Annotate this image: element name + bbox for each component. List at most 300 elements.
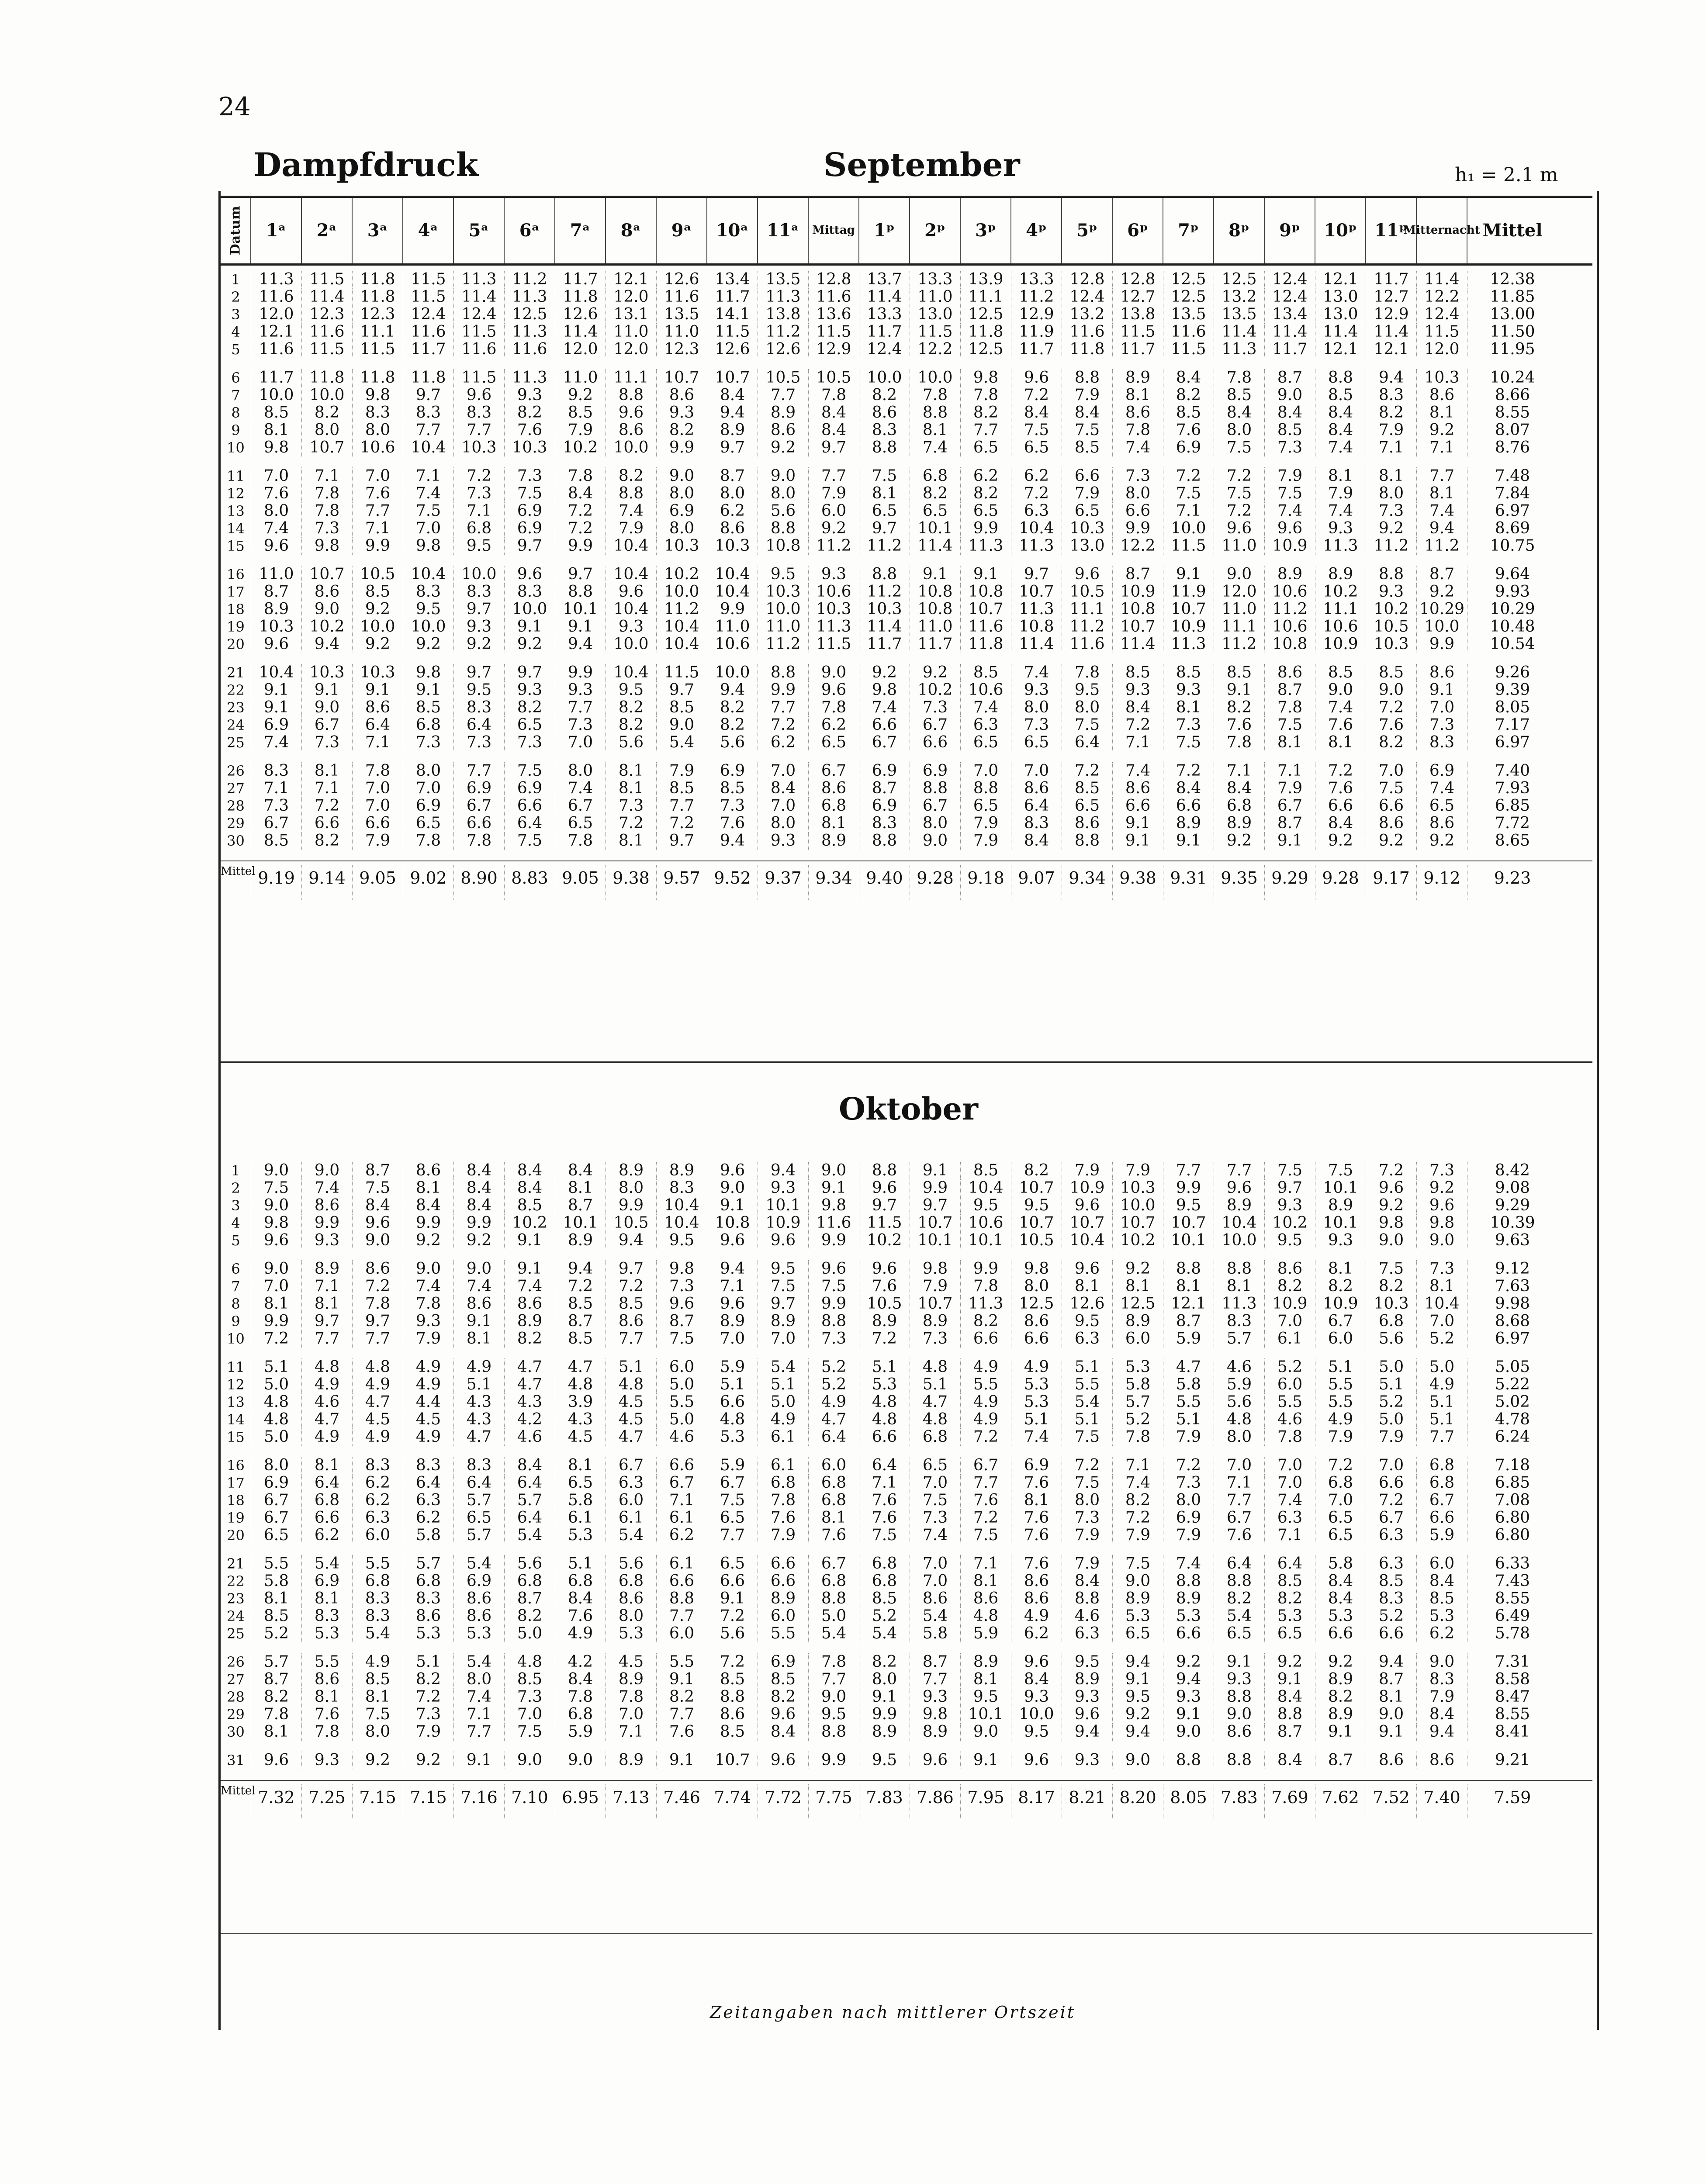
value-cell: 8.0 bbox=[454, 1671, 505, 1688]
month-divider bbox=[221, 1061, 1592, 1063]
value-cell: 5.1 bbox=[1315, 1358, 1366, 1376]
value-cell: 6.8 bbox=[1214, 797, 1265, 815]
table-row bbox=[221, 1411, 1592, 1428]
value-cell: 9.08 bbox=[1495, 1179, 1530, 1197]
value-cell: 7.4 bbox=[859, 699, 910, 716]
value-cell: 12.5 bbox=[1214, 271, 1265, 288]
value-cell: 7.8 bbox=[961, 1278, 1011, 1295]
value-cell: 6.5 bbox=[1315, 1527, 1366, 1544]
value-cell: 6.4 bbox=[403, 1474, 454, 1492]
mean-cell: 7.72 bbox=[758, 1784, 809, 1819]
value-cell: 5.1 bbox=[707, 1376, 758, 1393]
value-cell: 5.3 bbox=[1113, 1607, 1163, 1625]
value-cell: 9.7 bbox=[758, 1295, 809, 1313]
value-cell: 7.2 bbox=[1366, 1492, 1417, 1509]
value-cell: 10.4 bbox=[1214, 1214, 1265, 1232]
day-cell: 31 bbox=[221, 1752, 251, 1769]
value-cell: 11.8 bbox=[403, 369, 454, 387]
value-cell: 9.1 bbox=[910, 566, 961, 583]
value-cell: 11.4 bbox=[454, 288, 505, 306]
value-cell: 8.7 bbox=[251, 1671, 302, 1688]
value-cell: 9.6 bbox=[251, 636, 302, 653]
value-cell: 7.5 bbox=[1265, 716, 1315, 734]
value-cell: 4.7 bbox=[555, 1358, 606, 1376]
header-cell: 6ᵃ bbox=[505, 198, 555, 263]
value-cell: 11.6 bbox=[1062, 636, 1113, 653]
value-cell: 8.3 bbox=[403, 404, 454, 422]
value-cell: 7.9 bbox=[1113, 1162, 1163, 1179]
value-cell: 5.5 bbox=[1062, 1376, 1113, 1393]
value-cell: 10.1 bbox=[1163, 1232, 1214, 1249]
value-cell: 9.6 bbox=[454, 387, 505, 404]
day-cell: 30 bbox=[221, 832, 251, 850]
value-cell: 9.64 bbox=[1495, 565, 1530, 583]
value-cell: 9.1 bbox=[1265, 832, 1315, 850]
value-cell: 8.2 bbox=[302, 832, 353, 850]
value-cell: 7.4 bbox=[251, 520, 302, 537]
value-cell: 8.42 bbox=[1495, 1161, 1530, 1179]
value-cell: 12.8 bbox=[1062, 271, 1113, 288]
value-cell: 7.5 bbox=[961, 1527, 1011, 1544]
value-cell: 8.2 bbox=[707, 716, 758, 734]
value-cell: 5.1 bbox=[758, 1376, 809, 1393]
value-cell: 9.1 bbox=[1163, 832, 1214, 850]
value-cell: 5.8 bbox=[555, 1492, 606, 1509]
value-cell: 4.9 bbox=[403, 1428, 454, 1446]
value-cell: 7.0 bbox=[910, 1572, 961, 1590]
value-cell: 12.6 bbox=[1062, 1295, 1113, 1313]
value-cell: 8.8 bbox=[606, 485, 657, 502]
value-cell: 11.3 bbox=[961, 537, 1011, 555]
value-cell: 7.5 bbox=[1315, 1162, 1366, 1179]
value-cell: 7.3 bbox=[1417, 1162, 1467, 1179]
value-cell: 9.4 bbox=[1113, 1723, 1163, 1741]
value-cell: 6.7 bbox=[809, 762, 859, 780]
value-cell: 6.9 bbox=[505, 520, 555, 537]
value-cell: 6.6 bbox=[707, 1572, 758, 1590]
day-cell: 20 bbox=[221, 636, 251, 653]
value-cell: 7.7 bbox=[1417, 467, 1467, 485]
value-cell: 8.5 bbox=[403, 699, 454, 716]
value-cell: 6.7 bbox=[910, 716, 961, 734]
value-cell: 10.0 bbox=[1113, 1197, 1163, 1214]
value-cell: 9.0 bbox=[1265, 387, 1315, 404]
value-cell: 6.5 bbox=[961, 439, 1011, 456]
value-cell: 7.3 bbox=[606, 797, 657, 815]
value-cell: 9.5 bbox=[758, 566, 809, 583]
value-cell: 4.9 bbox=[302, 1428, 353, 1446]
value-cell: 9.3 bbox=[1163, 1688, 1214, 1706]
value-cell: 8.0 bbox=[859, 1671, 910, 1688]
value-cell: 7.4 bbox=[1113, 439, 1163, 456]
value-cell: 7.6 bbox=[657, 1723, 707, 1741]
value-cell: 8.9 bbox=[910, 1313, 961, 1330]
value-cell: 8.5 bbox=[1163, 664, 1214, 681]
value-cell: 8.1 bbox=[1417, 404, 1467, 422]
value-cell: 7.93 bbox=[1495, 779, 1530, 797]
value-cell: 6.5 bbox=[1265, 1625, 1315, 1642]
value-cell: 9.2 bbox=[758, 439, 809, 456]
value-cell: 8.4 bbox=[1417, 1572, 1467, 1590]
table-row bbox=[221, 306, 1592, 323]
value-cell: 5.05 bbox=[1495, 1358, 1530, 1376]
value-cell: 6.4 bbox=[505, 1474, 555, 1492]
value-cell: 4.9 bbox=[809, 1393, 859, 1411]
value-cell: 8.0 bbox=[1011, 699, 1062, 716]
value-cell: 7.9 bbox=[961, 832, 1011, 850]
value-cell: 8.4 bbox=[454, 1197, 505, 1214]
value-cell: 9.98 bbox=[1495, 1295, 1530, 1313]
value-cell: 4.9 bbox=[353, 1376, 403, 1393]
value-cell: 8.5 bbox=[707, 780, 758, 797]
value-cell: 5.3 bbox=[403, 1625, 454, 1642]
value-cell: 8.1 bbox=[1366, 467, 1417, 485]
value-cell: 11.7 bbox=[910, 636, 961, 653]
value-cell: 10.2 bbox=[1113, 1232, 1163, 1249]
value-cell: 7.1 bbox=[1265, 762, 1315, 780]
value-cell: 6.0 bbox=[758, 1607, 809, 1625]
value-cell: 5.0 bbox=[657, 1411, 707, 1428]
value-cell: 8.9 bbox=[606, 1752, 657, 1769]
value-cell: 11.5 bbox=[1113, 323, 1163, 341]
mean-cell: 7.46 bbox=[657, 1784, 707, 1819]
value-cell: 10.4 bbox=[707, 566, 758, 583]
value-cell: 5.4 bbox=[1062, 1393, 1113, 1411]
value-cell: 10.0 bbox=[1214, 1232, 1265, 1249]
value-cell: 9.1 bbox=[809, 1179, 859, 1197]
value-cell: 6.6 bbox=[1366, 1474, 1417, 1492]
value-cell: 9.1 bbox=[403, 681, 454, 699]
day-cell: 1 bbox=[221, 1162, 251, 1179]
value-cell: 9.5 bbox=[1011, 1197, 1062, 1214]
day-cell: 4 bbox=[221, 323, 251, 341]
value-cell: 11.2 bbox=[505, 271, 555, 288]
value-cell: 9.2 bbox=[859, 664, 910, 681]
value-cell: 10.1 bbox=[961, 1706, 1011, 1723]
value-cell: 8.3 bbox=[353, 404, 403, 422]
value-cell: 10.29 bbox=[1417, 601, 1467, 618]
value-cell: 8.8 bbox=[1163, 1572, 1214, 1590]
table-row bbox=[221, 1313, 1592, 1330]
mean-cell: 7.86 bbox=[910, 1784, 961, 1819]
value-cell: 8.9 bbox=[1113, 369, 1163, 387]
value-cell: 9.9 bbox=[454, 1214, 505, 1232]
value-cell: 4.8 bbox=[302, 1358, 353, 1376]
value-cell: 8.9 bbox=[1315, 1197, 1366, 1214]
value-cell: 6.4 bbox=[505, 1509, 555, 1527]
value-cell: 7.9 bbox=[353, 832, 403, 850]
value-cell: 7.9 bbox=[1113, 1527, 1163, 1544]
value-cell: 7.2 bbox=[758, 716, 809, 734]
value-cell: 6.9 bbox=[1163, 439, 1214, 456]
value-cell: 8.7 bbox=[707, 467, 758, 485]
value-cell: 11.7 bbox=[403, 341, 454, 358]
value-cell: 9.1 bbox=[1113, 1671, 1163, 1688]
header-cell: 6ᵖ bbox=[1113, 198, 1163, 263]
mean-cell: 7.83 bbox=[1214, 1784, 1265, 1819]
value-cell: 8.0 bbox=[251, 1457, 302, 1474]
value-cell: 8.4 bbox=[1011, 404, 1062, 422]
value-cell: 8.1 bbox=[809, 815, 859, 832]
value-cell: 7.9 bbox=[809, 485, 859, 502]
value-cell: 4.6 bbox=[657, 1428, 707, 1446]
value-cell: 4.6 bbox=[505, 1428, 555, 1446]
value-cell: 7.7 bbox=[910, 1671, 961, 1688]
value-cell: 5.5 bbox=[657, 1653, 707, 1671]
value-cell: 8.9 bbox=[606, 1671, 657, 1688]
value-cell: 6.3 bbox=[606, 1474, 657, 1492]
value-cell: 9.3 bbox=[403, 1313, 454, 1330]
value-cell: 9.9 bbox=[555, 537, 606, 555]
value-cell: 10.3 bbox=[1113, 1179, 1163, 1197]
value-cell: 8.0 bbox=[1011, 1278, 1062, 1295]
table-row bbox=[221, 1474, 1592, 1492]
value-cell: 9.6 bbox=[758, 1232, 809, 1249]
value-cell: 10.4 bbox=[606, 601, 657, 618]
value-cell: 4.8 bbox=[353, 1358, 403, 1376]
value-cell: 9.5 bbox=[657, 1232, 707, 1249]
value-cell: 9.5 bbox=[758, 1260, 809, 1278]
value-cell: 7.17 bbox=[1495, 716, 1530, 734]
table-row bbox=[221, 1214, 1592, 1232]
value-cell: 9.7 bbox=[454, 664, 505, 681]
value-cell: 8.4 bbox=[1265, 1688, 1315, 1706]
value-cell: 6.2 bbox=[403, 1509, 454, 1527]
value-cell: 6.24 bbox=[1495, 1428, 1530, 1446]
table-row bbox=[221, 618, 1592, 636]
value-cell: 10.3 bbox=[353, 664, 403, 681]
value-cell: 8.4 bbox=[1315, 422, 1366, 439]
value-cell: 9.4 bbox=[555, 636, 606, 653]
value-cell: 6.6 bbox=[1062, 467, 1113, 485]
value-cell: 8.4 bbox=[1113, 699, 1163, 716]
value-cell: 8.0 bbox=[1062, 699, 1113, 716]
value-cell: 8.8 bbox=[1163, 1260, 1214, 1278]
value-cell: 11.5 bbox=[707, 323, 758, 341]
value-cell: 10.6 bbox=[1315, 618, 1366, 636]
value-cell: 8.5 bbox=[1062, 439, 1113, 456]
value-cell: 10.7 bbox=[1062, 1214, 1113, 1232]
value-cell: 9.9 bbox=[961, 520, 1011, 537]
value-cell: 7.8 bbox=[302, 1723, 353, 1741]
day-cell: 19 bbox=[221, 1509, 251, 1527]
value-cell: 7.9 bbox=[1062, 1555, 1113, 1572]
value-cell: 5.6 bbox=[707, 1625, 758, 1642]
day-cell: 21 bbox=[221, 664, 251, 681]
day-cell: 2 bbox=[221, 288, 251, 306]
value-cell: 9.5 bbox=[1265, 1232, 1315, 1249]
value-cell: 9.0 bbox=[302, 601, 353, 618]
value-cell: 10.2 bbox=[302, 618, 353, 636]
value-cell: 11.2 bbox=[859, 537, 910, 555]
value-cell: 9.6 bbox=[910, 1752, 961, 1769]
value-cell: 6.7 bbox=[1265, 797, 1315, 815]
value-cell: 7.7 bbox=[707, 1527, 758, 1544]
value-cell: 8.4 bbox=[555, 1162, 606, 1179]
value-cell: 6.9 bbox=[1417, 762, 1467, 780]
value-cell: 6.7 bbox=[809, 1555, 859, 1572]
table-row bbox=[221, 664, 1592, 681]
value-cell: 6.5 bbox=[1062, 797, 1113, 815]
value-cell: 11.3 bbox=[505, 369, 555, 387]
value-cell: 7.08 bbox=[1495, 1491, 1530, 1509]
value-cell: 7.5 bbox=[707, 1492, 758, 1509]
day-cell: 6 bbox=[221, 1260, 251, 1278]
value-cell: 12.0 bbox=[555, 341, 606, 358]
value-cell: 7.5 bbox=[859, 1527, 910, 1544]
value-cell: 7.6 bbox=[1315, 716, 1366, 734]
value-cell: 6.5 bbox=[910, 1457, 961, 1474]
value-cell: 12.0 bbox=[606, 288, 657, 306]
value-cell: 5.5 bbox=[961, 1376, 1011, 1393]
value-cell: 7.9 bbox=[910, 1278, 961, 1295]
day-cell: 24 bbox=[221, 1607, 251, 1625]
value-cell: 5.3 bbox=[1265, 1607, 1315, 1625]
value-cell: 8.4 bbox=[809, 404, 859, 422]
value-cell: 12.0 bbox=[606, 341, 657, 358]
value-cell: 4.8 bbox=[251, 1393, 302, 1411]
value-cell: 8.55 bbox=[1495, 1705, 1530, 1723]
value-cell: 9.6 bbox=[353, 1214, 403, 1232]
value-cell: 5.2 bbox=[809, 1358, 859, 1376]
value-cell: 8.7 bbox=[505, 1590, 555, 1607]
value-cell: 5.1 bbox=[555, 1555, 606, 1572]
value-cell: 8.0 bbox=[403, 762, 454, 780]
value-cell: 10.7 bbox=[1011, 1179, 1062, 1197]
value-cell: 10.7 bbox=[1011, 583, 1062, 601]
value-cell: 9.1 bbox=[1265, 1671, 1315, 1688]
value-cell: 8.8 bbox=[1315, 369, 1366, 387]
value-cell: 12.5 bbox=[1011, 1295, 1062, 1313]
value-cell: 5.4 bbox=[809, 1625, 859, 1642]
value-cell: 7.5 bbox=[859, 467, 910, 485]
value-cell: 5.7 bbox=[1113, 1393, 1163, 1411]
value-cell: 9.3 bbox=[454, 618, 505, 636]
value-cell: 9.8 bbox=[1011, 1260, 1062, 1278]
value-cell: 9.2 bbox=[809, 520, 859, 537]
day-cell: 19 bbox=[221, 618, 251, 636]
value-cell: 4.3 bbox=[454, 1393, 505, 1411]
day-cell: 14 bbox=[221, 1411, 251, 1428]
value-cell: 7.3 bbox=[1163, 716, 1214, 734]
value-cell: 7.1 bbox=[1163, 502, 1214, 520]
mean-cell: 7.83 bbox=[859, 1784, 910, 1819]
value-cell: 7.5 bbox=[1214, 439, 1265, 456]
value-cell: 11.6 bbox=[505, 341, 555, 358]
day-cell: 23 bbox=[221, 1590, 251, 1607]
value-cell: 11.2 bbox=[1366, 537, 1417, 555]
value-cell: 10.9 bbox=[1265, 537, 1315, 555]
value-cell: 5.1 bbox=[1163, 1411, 1214, 1428]
value-cell: 9.1 bbox=[251, 699, 302, 716]
value-cell: 4.8 bbox=[859, 1393, 910, 1411]
value-cell: 13.6 bbox=[809, 306, 859, 323]
value-cell: 9.2 bbox=[353, 1752, 403, 1769]
value-cell: 7.2 bbox=[1214, 467, 1265, 485]
value-cell: 7.3 bbox=[302, 520, 353, 537]
value-cell: 8.6 bbox=[961, 1590, 1011, 1607]
value-cell: 9.5 bbox=[961, 1688, 1011, 1706]
value-cell: 7.7 bbox=[1163, 1162, 1214, 1179]
value-cell: 11.5 bbox=[403, 271, 454, 288]
value-cell: 5.4 bbox=[859, 1625, 910, 1642]
value-cell: 11.5 bbox=[302, 271, 353, 288]
value-cell: 9.6 bbox=[1062, 1706, 1113, 1723]
value-cell: 7.8 bbox=[454, 832, 505, 850]
value-cell: 8.9 bbox=[707, 1313, 758, 1330]
value-cell: 11.3 bbox=[251, 271, 302, 288]
mean-cell: 8.20 bbox=[1113, 1784, 1163, 1819]
value-cell: 6.2 bbox=[353, 1492, 403, 1509]
value-cell: 9.0 bbox=[910, 832, 961, 850]
value-cell: 10.2 bbox=[555, 439, 606, 456]
day-cell: 8 bbox=[221, 1295, 251, 1313]
value-cell: 12.2 bbox=[1113, 537, 1163, 555]
value-cell: 6.9 bbox=[657, 502, 707, 520]
value-cell: 4.7 bbox=[910, 1393, 961, 1411]
value-cell: 6.6 bbox=[1163, 1625, 1214, 1642]
value-cell: 6.8 bbox=[555, 1706, 606, 1723]
value-cell: 9.0 bbox=[251, 1260, 302, 1278]
value-cell: 7.5 bbox=[758, 1278, 809, 1295]
value-cell: 9.6 bbox=[251, 537, 302, 555]
value-cell: 7.5 bbox=[505, 832, 555, 850]
table-row bbox=[221, 502, 1592, 520]
value-cell: 5.5 bbox=[251, 1555, 302, 1572]
day-cell: 12 bbox=[221, 485, 251, 502]
value-cell: 10.2 bbox=[1366, 601, 1417, 618]
value-cell: 8.8 bbox=[707, 1688, 758, 1706]
value-cell: 11.4 bbox=[1315, 323, 1366, 341]
value-cell: 7.5 bbox=[403, 502, 454, 520]
value-cell: 7.1 bbox=[1366, 439, 1417, 456]
value-cell: 7.2 bbox=[961, 1428, 1011, 1446]
value-cell: 6.4 bbox=[454, 716, 505, 734]
value-cell: 7.5 bbox=[1113, 1555, 1163, 1572]
value-cell: 9.1 bbox=[1214, 681, 1265, 699]
value-cell: 9.6 bbox=[859, 1179, 910, 1197]
value-cell: 8.0 bbox=[657, 520, 707, 537]
value-cell: 8.6 bbox=[403, 1607, 454, 1625]
value-cell: 10.2 bbox=[1265, 1214, 1315, 1232]
value-cell: 9.5 bbox=[1062, 1313, 1113, 1330]
value-cell: 6.2 bbox=[353, 1474, 403, 1492]
value-cell: 7.9 bbox=[1265, 467, 1315, 485]
value-cell: 12.2 bbox=[910, 341, 961, 358]
value-cell: 10.3 bbox=[707, 537, 758, 555]
value-cell: 11.2 bbox=[758, 323, 809, 341]
value-cell: 8.7 bbox=[910, 1653, 961, 1671]
value-cell: 7.7 bbox=[657, 797, 707, 815]
value-cell: 6.6 bbox=[1417, 1509, 1467, 1527]
value-cell: 6.9 bbox=[302, 1572, 353, 1590]
value-cell: 8.2 bbox=[606, 467, 657, 485]
value-cell: 7.3 bbox=[910, 699, 961, 716]
value-cell: 8.6 bbox=[1011, 1572, 1062, 1590]
value-cell: 8.0 bbox=[353, 1723, 403, 1741]
value-cell: 7.2 bbox=[606, 1278, 657, 1295]
value-cell: 5.4 bbox=[657, 734, 707, 751]
value-cell: 6.5 bbox=[1417, 797, 1467, 815]
value-cell: 11.85 bbox=[1490, 288, 1535, 306]
value-cell: 6.6 bbox=[758, 1555, 809, 1572]
table-row bbox=[221, 1295, 1592, 1313]
value-cell: 8.5 bbox=[758, 1671, 809, 1688]
value-cell: 6.6 bbox=[707, 1393, 758, 1411]
table-row bbox=[221, 815, 1592, 832]
value-cell: 8.4 bbox=[758, 780, 809, 797]
value-cell: 5.78 bbox=[1495, 1624, 1530, 1642]
